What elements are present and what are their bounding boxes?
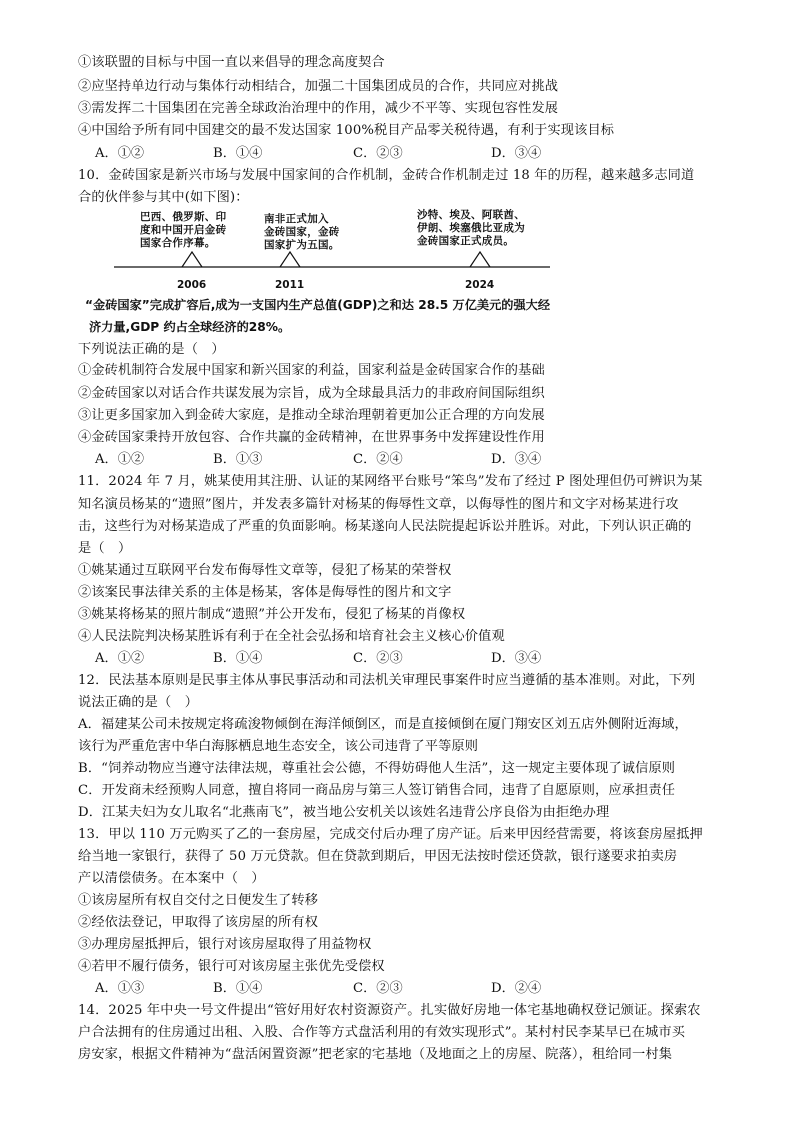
option-b: B．①④ [213,146,263,161]
q13-stem-line-1: 13．甲以 110 万元购买了乙的一套房屋，完成交付后办理了房产证。后来甲因经营需要，将该套房屋抵押 [78,827,703,842]
q9-options [95,143,735,165]
q13-options [95,978,735,1000]
q10-note-line-2: 济力量,GDP 约占全球经济的28%。 [89,320,291,334]
q9-item-1: ①该联盟的目标与中国一直以来倡导的理念高度契合 [78,55,385,70]
q9-item-2: ②应坚持单边行动与集体行动相结合，加强二十国集团成员的合作，共同应对挑战 [78,79,559,94]
q11-item-3: ③姚某将杨某的照片制成“遗照”并公开发布，侵犯了杨某的肖像权 [78,607,466,622]
q10-item-4: ④金砖国家秉持开放包容、合作共赢的金砖精神，在世界事务中发挥建设性作用 [78,430,545,445]
q12-choice-b: B．“饲养动物应当遵守法律法规，尊重社会公德，不得妨碍他人生活”，这一规定主要体现了诚信原则 [78,761,676,776]
timeline-event-2011: 南非正式加入 金砖国家，金砖 国家扩为五国。 [264,213,340,251]
q12-stem-line-2: 说法正确的是（ ） [78,695,199,710]
q11-stem-line-4: 是（ ） [78,541,132,556]
timeline-marker-2011 [280,252,300,267]
q13-item-3: ③办理房屋抵押后，银行对该房屋取得了用益物权 [78,937,372,952]
q11-stem-line-1: 11．2024 年 7 月，姚某使用其注册、认证的某网络平台账号“笨鸟”发布了经过 P 图处理但仍可辨识为某 [78,474,703,489]
q10-item-1: ①金砖机制符合发展中国家和新兴国家的利益，国家利益是金砖国家合作的基础 [78,363,545,378]
option-c: C．②④ [353,452,403,467]
timeline-event-2006: 巴西、俄罗斯、印 度和中国开启金砖 国家合作序幕。 [140,211,227,249]
q12-choice-a-line-1: A．福建某公司未按规定将疏浚物倾倒在海洋倾倒区，而是直接倾倒在厦门翔安区刘五店外侧附近海域， [78,717,688,732]
brics-timeline-figure [110,200,560,298]
q12-stem-line-1: 12．民法基本原则是民事主体从事民事活动和司法机关审理民事案件时应当遵循的基本准则。对此，下列 [78,673,696,688]
q9-item-3: ③需发挥二十国集团在完善全球政治治理中的作用，减少不平等、实现包容性发展 [78,101,559,116]
q10-item-3: ③让更多国家加入到金砖大家庭，是推动全球治理朝着更加公正合理的方向发展 [78,408,545,423]
option-c: C．②③ [353,651,403,666]
q11-item-1: ①姚某通过互联网平台发布侮辱性文章等，侵犯了杨某的荣誉权 [78,563,452,578]
q11-item-2: ②该案民事法律关系的主体是杨某，客体是侮辱性的图片和文字 [78,585,452,600]
timeline-event-2024: 沙特、埃及、阿联酋、 伊朗、埃塞俄比亚成为 金砖国家正式成员。 [417,209,525,247]
q9-item-4: ④中国给予所有同中国建交的最不发达国家 100%税目产品零关税待遇，有利于实现该目标 [78,123,615,138]
q13-item-2: ②经依法登记，甲取得了该房屋的所有权 [78,915,319,930]
option-b: B．①④ [213,981,263,996]
option-d: D．③④ [491,452,542,467]
option-a: A．①② [95,452,145,467]
q13-item-4: ④若甲不履行债务，银行可对该房屋主张优先受偿权 [78,959,385,974]
option-c: C．②③ [353,981,403,996]
timeline-year-2024: 2024 [465,279,495,291]
q10-stem-line-1: 10．金砖国家是新兴市场与发展中国家间的合作机制，金砖合作机制走过 18 年的历程，越来越多志同道 [78,168,695,183]
option-d: D．②④ [491,981,542,996]
q14-stem-line-2: 户合法拥有的住房通过出租、入股、合作等方式盘活利用的有效实现形式”。某村村民李某早已在城市买 [78,1025,686,1040]
timeline-marker-2006 [182,252,202,267]
option-c: C．②③ [353,146,403,161]
q10-item-2: ②金砖国家以对话合作共谋发展为宗旨，成为全球最具活力的非政府间国际组织 [78,386,545,401]
q13-stem-line-2: 给当地一家银行，获得了 50 万元贷款。但在贷款到期后，甲因无法按时偿还贷款，银行遂要求拍卖房 [78,849,678,864]
option-d: D．③④ [491,651,542,666]
q10-options [95,449,735,471]
q14-stem-line-1: 14．2025 年中央一号文件提出“管好用好农村资源资产。扎实做好房地一体宅基地确权登记颁证。探索农 [78,1003,701,1018]
option-a: A．①② [95,146,145,161]
option-d: D．③④ [491,146,542,161]
q13-item-1: ①该房屋所有权自交付之日便发生了转移 [78,893,319,908]
option-b: B．①③ [213,452,263,467]
timeline-year-2011: 2011 [275,279,305,291]
q10-note-line-1: “金砖国家”完成扩容后,成为一支国内生产总值(GDP)之和达 28.5 万亿美元的强大经 [85,298,551,312]
option-b: B．①④ [213,651,263,666]
q12-choice-c: C．开发商未经预购人同意，擅自将同一商品房与第三人签订销售合同，违背了自愿原则，应承担责任 [78,783,676,798]
q14-stem-line-3: 房安家，根据文件精神为“盘活闲置资源”把老家的宅基地（及地面之上的房屋、院落），租给同一村集 [78,1047,673,1062]
option-a: A．①② [95,651,145,666]
q13-stem-line-3: 产以清偿债务。在本案中（ ） [78,871,265,886]
q10-question: 下列说法正确的是（ ） [78,342,225,357]
q11-stem-line-2: 知名演员杨某的“遗照”图片，并发表多篇针对杨某的侮辱性文章，以侮辱性的图片和文字对杨某进行攻 [78,497,679,512]
q11-options [95,648,735,670]
q12-choice-a-line-2: 该行为严重危害中华白海豚栖息地生态安全，该公司违背了平等原则 [78,739,479,754]
timeline-marker-2024 [470,252,490,267]
timeline-year-2006: 2006 [177,279,207,291]
option-a: A．①③ [95,981,145,996]
q11-item-4: ④人民法院判决杨某胜诉有利于在全社会弘扬和培育社会主义核心价值观 [78,629,505,644]
q12-choice-d: D．江某夫妇为女儿取名“北燕南飞”，被当地公安机关以该姓名违背公序良俗为由拒绝办理 [78,805,610,820]
q11-stem-line-3: 击，这些行为对杨某造成了严重的负面影响。杨某遂向人民法院提起诉讼并胜诉。对此，下列认识正确的 [78,519,692,534]
q10-stem-line-2: 合的伙伴参与其中(如下图)： [78,190,249,205]
